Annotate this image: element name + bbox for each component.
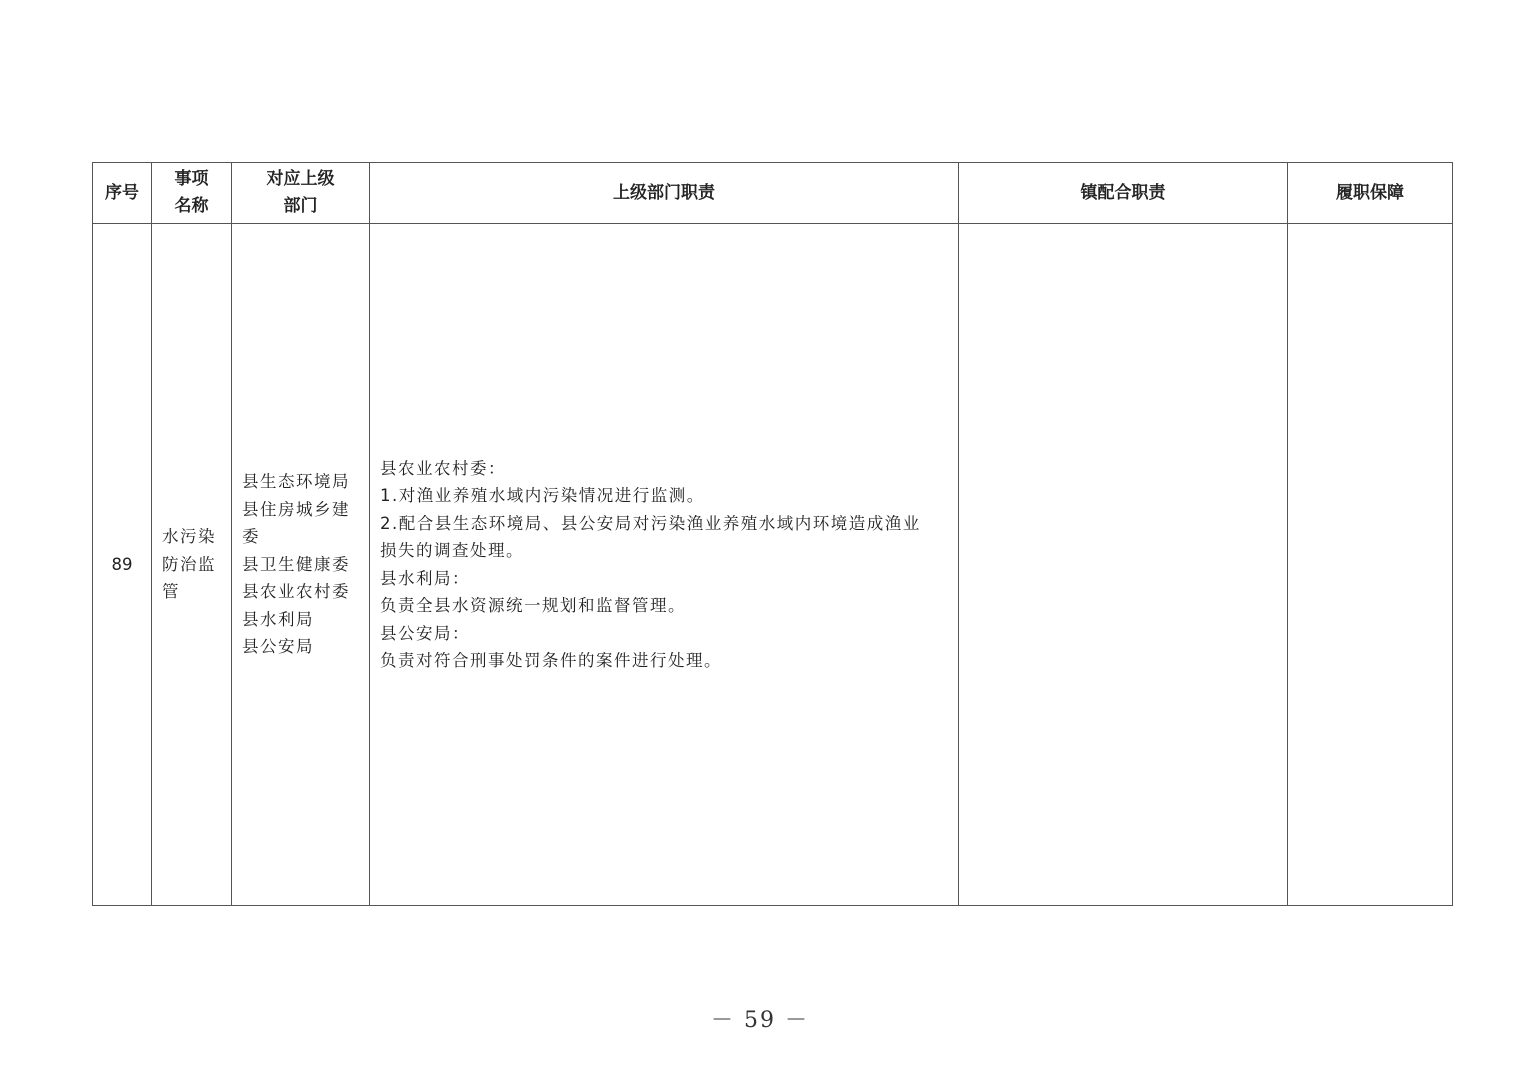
duty-line: 损失的调查处理。 xyxy=(380,541,524,560)
dept-line: 县卫生健康委 xyxy=(242,554,350,574)
item-name-line: 水污染 xyxy=(162,527,216,547)
header-guarantee: 履职保障 xyxy=(1288,163,1453,224)
dept-line: 县生态环境局 xyxy=(242,472,350,492)
cell-upper-duty xyxy=(370,224,959,906)
duty-line: 县农业农村委： xyxy=(380,458,506,478)
header-upper-dept-line: 对应上级 xyxy=(266,169,335,189)
dept-line: 县公安局 xyxy=(242,637,314,657)
cell-guarantee xyxy=(1288,224,1453,906)
page-number: － 59 － xyxy=(711,1008,809,1033)
dept-line: 县水利局 xyxy=(242,609,314,629)
dept-line: 县农业农村委 xyxy=(242,582,350,602)
header-upper-dept xyxy=(232,163,370,224)
cell-upper-dept xyxy=(232,224,370,906)
cell-item-name xyxy=(152,224,232,906)
cell-town-duty xyxy=(959,224,1288,906)
duty-line: 负责对符合刑事处罚条件的案件进行处理。 xyxy=(380,651,722,670)
duty-line: 县公安局： xyxy=(380,623,470,643)
header-item-name-line: 名称 xyxy=(174,196,209,216)
table-row xyxy=(93,224,1453,906)
duty-table xyxy=(92,162,1453,906)
dept-line: 委 xyxy=(242,527,260,547)
dept-line: 县住房城乡建 xyxy=(242,499,350,519)
header-town-duty: 镇配合职责 xyxy=(959,163,1288,224)
duty-line: 2.配合县生态环境局、县公安局对污染渔业养殖水域内环境造成渔业 xyxy=(380,513,921,533)
header-seq: 序号 xyxy=(93,163,152,224)
header-row xyxy=(93,163,1453,224)
item-name-line: 防治监 xyxy=(162,554,216,574)
header-item-name-line: 事项 xyxy=(174,169,209,189)
duty-line: 负责全县水资源统一规划和监督管理。 xyxy=(380,596,686,615)
header-upper-dept-line: 部门 xyxy=(283,196,318,216)
duty-line: 1.对渔业养殖水域内污染情况进行监测。 xyxy=(380,486,705,505)
cell-seq: 89 xyxy=(93,224,152,906)
header-upper-duty: 上级部门职责 xyxy=(370,163,959,224)
item-name-line: 管 xyxy=(162,582,180,602)
duty-line: 县水利局： xyxy=(380,568,470,588)
header-item-name xyxy=(152,163,232,224)
